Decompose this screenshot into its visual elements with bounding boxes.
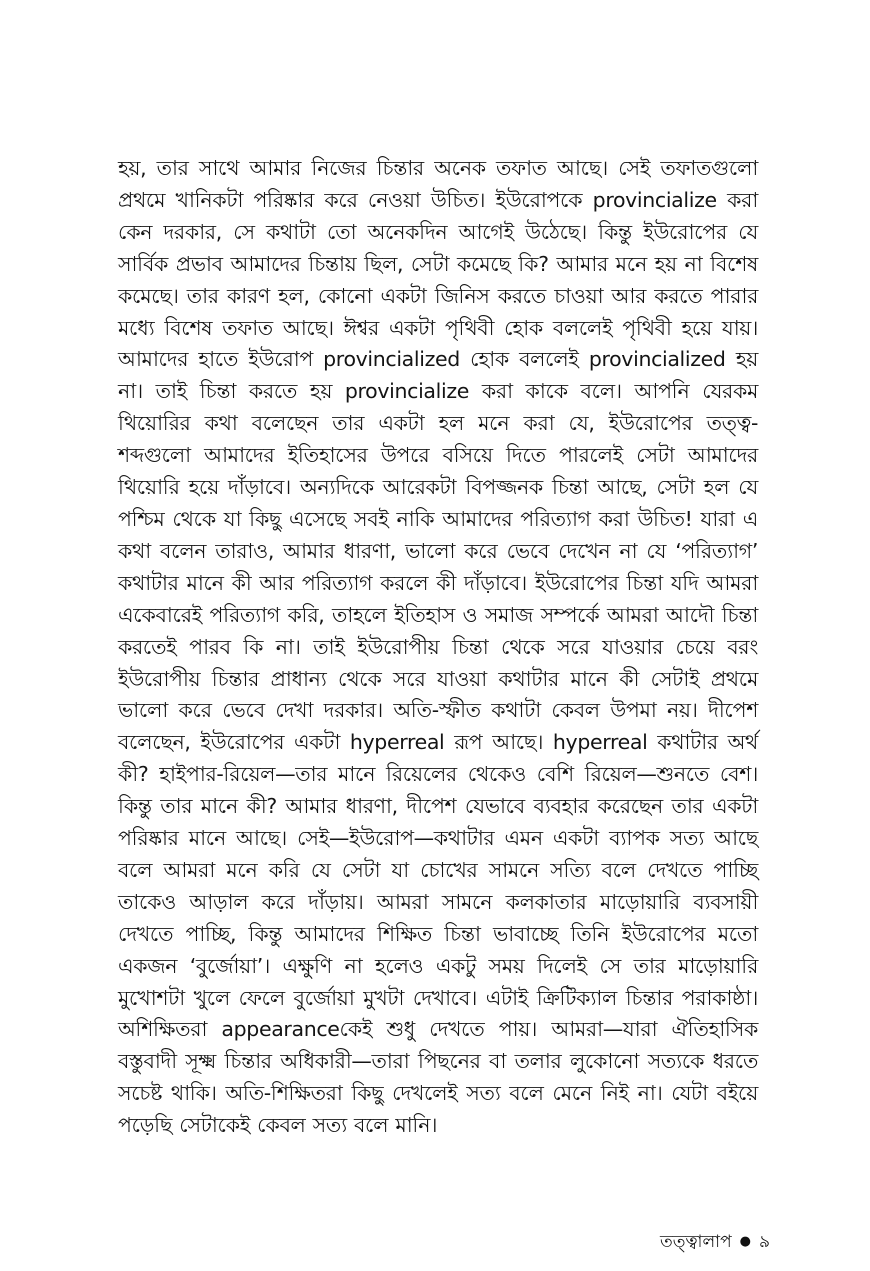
running-title: তত্ত্বালাপ (659, 1232, 732, 1252)
body-paragraph: হয়, তার সাথে আমার নিজের চিন্তার অনেক তফাত আছে। সেই তফাতগুলো প্রথমে খানিকটা পরিষ্কার করে নেওয়া উচিত। ইউরোপকে provincialize করা কেন দরকার, সে কথাটা তো অনেকদিন আগেই উঠেছে। কিন্তু ইউরোপের যে সার্বিক প্রভাব আমাদের চিন্তায় ছিল, সেটা কমেছে কি? আমার মনে হয় না বিশেষ কমেছে। তার কারণ হল, কোনো একটা জিনিস করতে চাওয়া আর করতে পারার মধ্যে বিশেষ তফাত আছে। ঈশ্বর একটা পৃথিবী হোক বললেই পৃথিবী হয়ে যায়। আমাদের হাতে ইউরোপ provincialized হোক বললেই provincialized হয় না। তাই চিন্তা করতে হয় provincialize করা কাকে বলে। আপনি যেরকম থিয়োরির কথা বলেছেন তার একটা হল মনে করা যে, ইউরোপের তত্ত্ব-শব্দগুলো আমাদের ইতিহাসের উপরে বসিয়ে দিতে পারলেই সেটা আমাদের থিয়োরি হয়ে দাঁড়াবে। অন্যদিকে আরেকটা বিপজ্জনক চিন্তা আছে, সেটা হল যে পশ্চিম থেকে যা কিছু এসেছে সবই নাকি আমাদের পরিত্যাগ করা উচিত! যারা এ কথা বলেন তারাও, আমার ধারণা, ভালো করে ভেবে দেখেন না যে ‘পরিত্যাগ’ কথাটার মানে কী আর পরিত্যাগ করলে কী দাঁড়াবে। ইউরোপের চিন্তা যদি আমরা একেবারেই পরিত্যাগ করি, তাহলে ইতিহাস ও সমাজ সম্পর্কে আমরা আদৌ চিন্তা করতেই পারব কি না। তাই ইউরোপীয় চিন্তা থেকে সরে যাওয়ার চেয়ে বরং ইউরোপীয় চিন্তার প্রাধান্য থেকে সরে যাওয়া কথাটার মানে কী সেটাই প্রথমে ভালো করে ভেবে দেখা দরকার। অতি-স্ফীত কথাটা কেবল উপমা নয়। দীপেশ বলেছেন, ইউরোপের একটা hyperreal রূপ আছে। hyperreal কথাটার অর্থ কী? হাইপার-রিয়েল—তার মানে রিয়েলের থেকেও বেশি রিয়েল—শুনতে বেশ। কিন্তু তার মানে কী? আমার ধারণা, দীপেশ যেভাবে ব্যবহার করেছেন তার একটা পরিষ্কার মানে আছে। সেই—ইউরোপ—কথাটার এমন একটা ব্যাপক সত্য আছে বলে আমরা মনে করি যে সেটা যা চোখের সামনে সত্যি বলে দেখতে পাচ্ছি তাকেও আড়াল করে দাঁড়ায়। আমরা সামনে কলকাতার মাড়োয়ারি ব্যবসায়ী দেখতে পাচ্ছি, কিন্তু আমাদের শিক্ষিত চিন্তা ভাবাচ্ছে তিনি ইউরোপের মতো একজন ‘বুর্জোয়া’। এক্ষুণি না হলেও একটু সময় দিলেই সে তার মাড়োয়ারি মুখোশটা খুলে ফেলে বুর্জোয়া মুখটা দেখাবে। এটাই ক্রিটিক্যাল চিন্তার পরাকাষ্ঠা। অশিক্ষিতরা appearanceকেই শুধু দেখতে পায়। আমরা—যারা ঐতিহাসিক বস্তুবাদী সূক্ষ্ম চিন্তার অধিকারী—তারা পিছনের বা তলার লুকোনো সত্যকে ধরতে সচেষ্ট থাকি। অতি-শিক্ষিতরা কিছু দেখলেই সত্য বলে মেনে নিই না। যেটা বইয়ে পড়েছি সেটাকেই কেবল সত্য বলে মানি। (118, 156, 758, 1138)
separator-dot: ● (739, 1234, 751, 1249)
page-number: ৯ (758, 1232, 770, 1252)
page-body (118, 153, 758, 1142)
page-footer (660, 1231, 770, 1253)
